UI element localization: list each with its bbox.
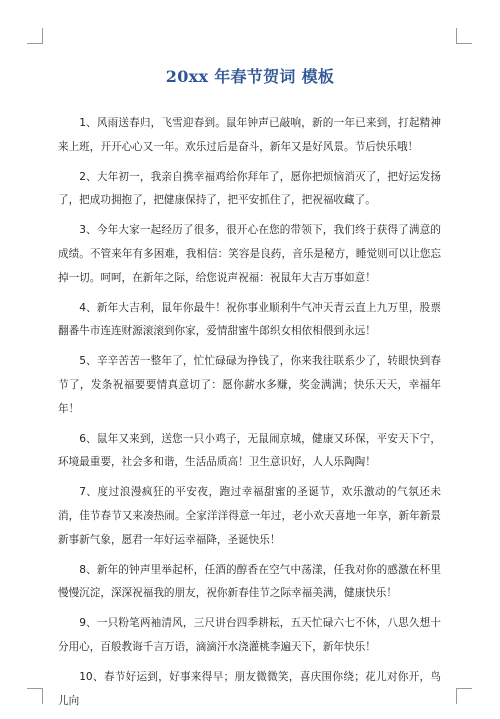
paragraph-6: 6、鼠年又来到，送您一只小鸡子，无鼠闹京城，健康又环保，平安天下宁，环境最重要，社会多和谐，生活品质高！卫生意识好，人人乐陶陶！ [58,432,441,469]
crop-mark-bottom-left [27,688,43,704]
paragraph-4: 4、新年大吉利，鼠年你最牛！祝你事业顺利牛气冲天青云直上九万里，股票翻番牛市连连财源滚滚到你家，爱情甜蜜牛郎织女相依相偎到永远！ [58,301,441,338]
crop-mark-top-left [27,28,43,44]
paragraph-3: 3、今年大家一起经历了很多，很开心在您的带领下，我们终于获得了满意的成绩。不管来年有多困难，我相信：笑容是良药，音乐是秘方，睡觉则可以让您忘掉一切。呵呵，在新年之际，给您说声祝福：祝鼠年大吉万事如意！ [58,224,441,284]
paragraph-2: 2、大年初一，我亲自携幸福鸡给你拜年了，愿你把烦恼消灭了，把好运发扬了，把成功拥抱了，把健康保持了，把平安抓住了，把祝福收藏了。 [58,170,441,207]
paragraph-5: 5、辛辛苦苦一整年了，忙忙碌碌为挣钱了，你来我往联系少了，转眼快到春节了，发条祝福要要情真意切了：愿你薪水多赚，奖金满满；快乐天天，幸福年年！ [58,355,441,415]
paragraph-8: 8、新年的钟声里举起杯，任酒的醇香在空气中荡漾，任我对你的感激在杯里慢慢沉淀，深深祝福我的朋友，祝你新春佳节之际幸福美满，健康快乐！ [58,563,441,600]
document-body [58,112,441,719]
crop-mark-bottom-right [456,688,472,704]
paragraph-9: 9、一只粉笔两袖清风，三尺讲台四季耕耘，五天忙碌六七不休，八思久想十分用心，百般教诲千言万语，滴滴汗水浇灌桃李遍天下，新年快乐！ [58,617,441,653]
paragraph-10: 10、春节好运到，好事来得早；朋友微微笑，喜庆围你绕；花儿对你开，鸟儿向 [58,670,441,707]
crop-mark-top-right [456,28,472,44]
document-title: 20xx 年春节贺词 模板 [165,67,335,86]
paragraph-1: 1、风雨送春归，飞雪迎春到。鼠年钟声已敲响，新的一年已来到，打起精神来上班，开开心心又一年。欢乐过后是奋斗，新年又是好风景。节后快乐哦！ [58,117,441,153]
paragraph-7: 7、度过浪漫疯狂的平安夜，跑过幸福甜蜜的圣诞节，欢乐激动的气氛还未消，佳节春节又来凑热闹。全家洋洋得意一年过，老小欢天喜地一年享，新年新景新事新气象，愿君一年好运幸福降，圣诞快乐！ [58,486,441,546]
